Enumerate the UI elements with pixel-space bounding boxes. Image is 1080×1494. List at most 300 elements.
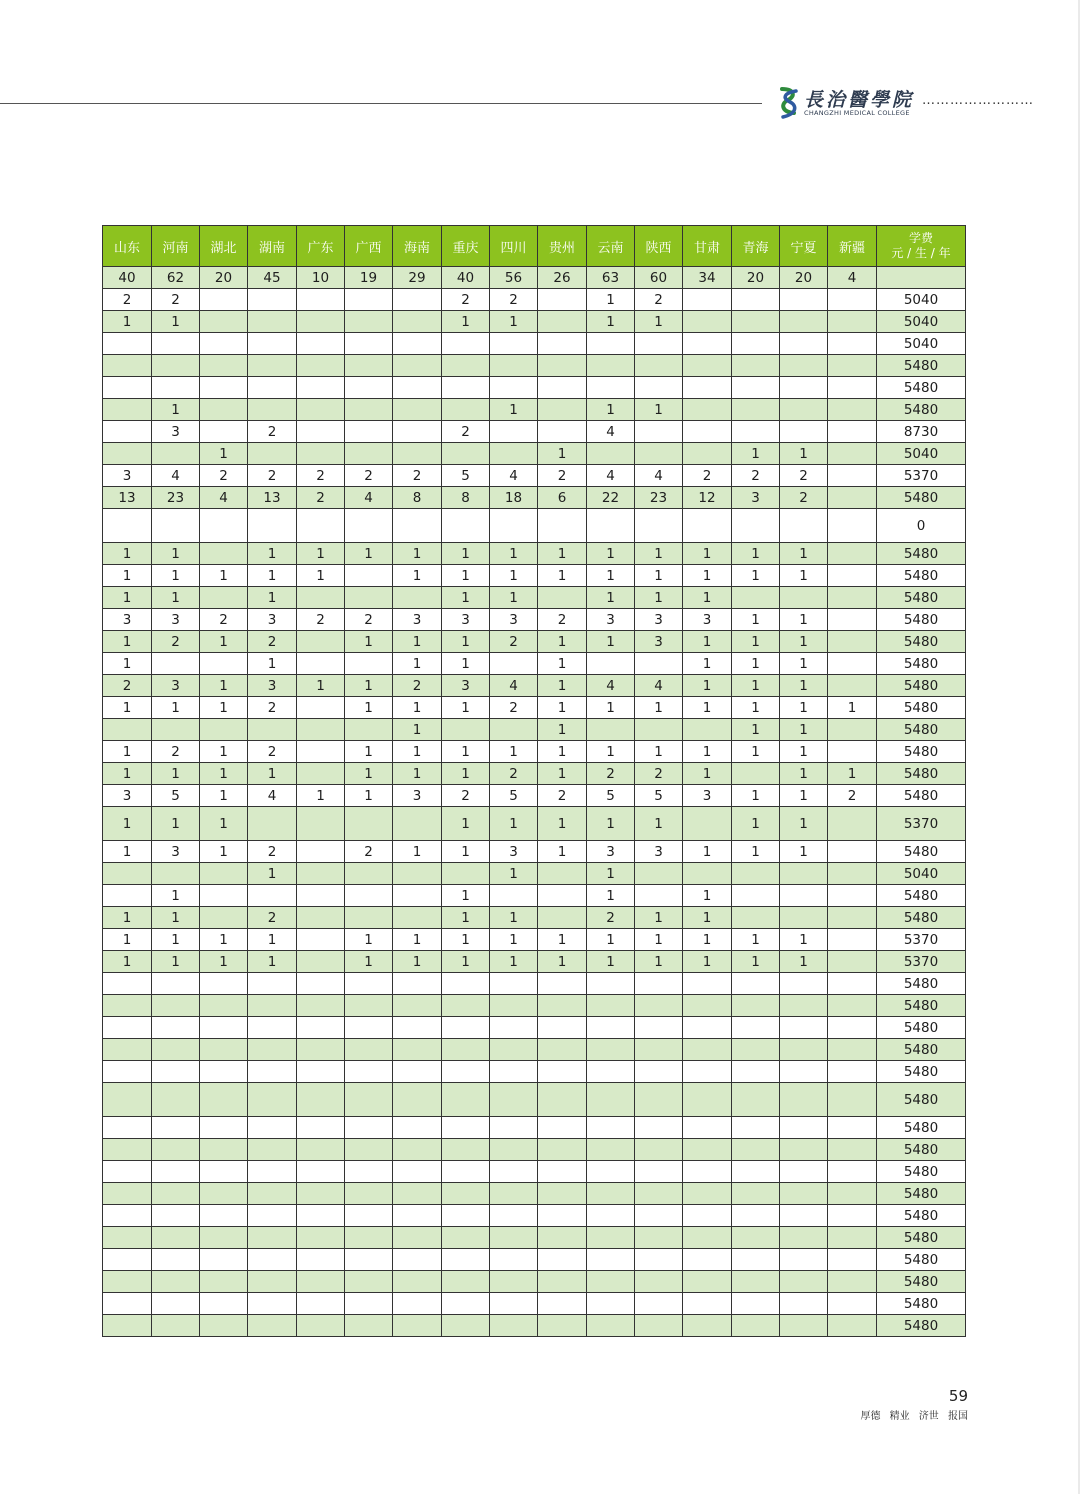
quota-cell xyxy=(732,509,780,543)
quota-cell: 1 xyxy=(732,719,780,741)
quota-cell xyxy=(200,509,248,543)
table-row xyxy=(103,543,966,565)
quota-cell xyxy=(297,1293,345,1315)
quota-cell xyxy=(152,1183,200,1205)
quota-cell: 1 xyxy=(780,741,828,763)
quota-cell xyxy=(828,1293,877,1315)
table-row xyxy=(103,289,966,311)
quota-cell xyxy=(442,1315,490,1337)
quota-cell xyxy=(345,1271,393,1293)
quota-cell: 1 xyxy=(393,841,442,863)
quota-cell xyxy=(780,509,828,543)
quota-cell xyxy=(103,995,152,1017)
quota-cell: 8 xyxy=(393,487,442,509)
quota-cell: 1 xyxy=(345,543,393,565)
quota-cell xyxy=(248,1017,297,1039)
quota-cell: 1 xyxy=(152,399,200,421)
quota-cell xyxy=(393,1139,442,1161)
quota-cell xyxy=(828,333,877,355)
quota-cell xyxy=(635,1083,683,1117)
quota-cell xyxy=(297,1161,345,1183)
quota-cell xyxy=(828,1271,877,1293)
quota-cell: 1 xyxy=(103,841,152,863)
quota-cell xyxy=(152,653,200,675)
table-row xyxy=(103,609,966,631)
province-header: 云南 xyxy=(587,226,635,267)
quota-cell: 1 xyxy=(200,565,248,587)
table-row xyxy=(103,885,966,907)
quota-cell: 1 xyxy=(152,929,200,951)
quota-cell xyxy=(635,1227,683,1249)
quota-cell xyxy=(587,1205,635,1227)
quota-cell xyxy=(152,377,200,399)
quota-cell xyxy=(297,841,345,863)
quota-cell: 1 xyxy=(248,763,297,785)
quota-cell xyxy=(683,311,732,333)
quota-cell xyxy=(732,1183,780,1205)
quota-cell xyxy=(152,995,200,1017)
quota-cell: 26 xyxy=(538,267,587,289)
quota-cell xyxy=(538,509,587,543)
quota-cell xyxy=(732,1271,780,1293)
quota-cell: 18 xyxy=(490,487,538,509)
quota-cell: 1 xyxy=(490,907,538,929)
quota-cell: 1 xyxy=(587,697,635,719)
quota-cell xyxy=(683,1183,732,1205)
quota-cell: 1 xyxy=(442,311,490,333)
quota-cell xyxy=(442,1271,490,1293)
quota-cell xyxy=(103,1271,152,1293)
quota-cell: 1 xyxy=(200,807,248,841)
quota-cell: 1 xyxy=(538,565,587,587)
quota-cell xyxy=(828,1139,877,1161)
quota-cell xyxy=(345,1227,393,1249)
tuition-cell: 5480 xyxy=(877,587,966,609)
quota-cell xyxy=(490,1205,538,1227)
quota-cell: 1 xyxy=(103,741,152,763)
quota-cell: 1 xyxy=(683,543,732,565)
table-row xyxy=(103,1271,966,1293)
quota-cell: 1 xyxy=(780,653,828,675)
table-row xyxy=(103,1293,966,1315)
quota-cell: 1 xyxy=(490,807,538,841)
quota-cell: 1 xyxy=(732,929,780,951)
quota-cell xyxy=(103,399,152,421)
quota-cell: 1 xyxy=(587,863,635,885)
tuition-cell: 0 xyxy=(877,509,966,543)
quota-cell: 2 xyxy=(780,465,828,487)
tuition-cell: 5040 xyxy=(877,863,966,885)
quota-cell: 1 xyxy=(732,653,780,675)
quota-cell xyxy=(587,1315,635,1337)
tuition-cell: 5480 xyxy=(877,399,966,421)
quota-cell: 5 xyxy=(587,785,635,807)
quota-cell: 1 xyxy=(248,863,297,885)
quota-cell xyxy=(828,885,877,907)
quota-cell xyxy=(345,1183,393,1205)
quota-cell xyxy=(828,1017,877,1039)
quota-cell: 1 xyxy=(248,587,297,609)
quota-cell xyxy=(297,863,345,885)
quota-cell xyxy=(103,1017,152,1039)
quota-cell: 6 xyxy=(538,487,587,509)
tuition-cell: 5480 xyxy=(877,973,966,995)
quota-cell xyxy=(828,863,877,885)
tuition-cell: 5480 xyxy=(877,653,966,675)
quota-cell: 1 xyxy=(200,841,248,863)
quota-cell xyxy=(635,1271,683,1293)
quota-cell xyxy=(587,355,635,377)
quota-cell xyxy=(683,289,732,311)
quota-cell: 1 xyxy=(393,653,442,675)
table-row xyxy=(103,863,966,885)
quota-cell: 3 xyxy=(490,841,538,863)
quota-cell xyxy=(248,1249,297,1271)
tuition-cell: 5040 xyxy=(877,333,966,355)
quota-cell xyxy=(828,443,877,465)
enrollment-plan-table xyxy=(102,225,966,1337)
quota-cell xyxy=(538,1017,587,1039)
quota-cell: 1 xyxy=(683,631,732,653)
table-row xyxy=(103,741,966,763)
quota-cell xyxy=(152,863,200,885)
tuition-cell: 5480 xyxy=(877,355,966,377)
quota-cell xyxy=(345,377,393,399)
quota-cell xyxy=(248,443,297,465)
quota-cell: 1 xyxy=(490,929,538,951)
table-row xyxy=(103,1139,966,1161)
quota-cell: 1 xyxy=(635,951,683,973)
quota-cell xyxy=(248,1161,297,1183)
quota-cell: 20 xyxy=(200,267,248,289)
quota-cell xyxy=(248,1083,297,1117)
quota-cell xyxy=(490,1315,538,1337)
quota-cell xyxy=(635,1139,683,1161)
quota-cell xyxy=(297,333,345,355)
quota-cell: 1 xyxy=(297,785,345,807)
quota-cell xyxy=(732,1161,780,1183)
quota-cell xyxy=(297,1183,345,1205)
quota-cell xyxy=(297,1315,345,1337)
quota-cell: 1 xyxy=(635,807,683,841)
quota-cell xyxy=(200,907,248,929)
table-row xyxy=(103,465,966,487)
quota-cell: 3 xyxy=(103,465,152,487)
quota-cell xyxy=(103,1161,152,1183)
quota-cell xyxy=(635,885,683,907)
quota-cell xyxy=(732,907,780,929)
quota-cell xyxy=(828,377,877,399)
quota-cell xyxy=(103,1039,152,1061)
quota-cell xyxy=(490,973,538,995)
quota-cell xyxy=(345,565,393,587)
quota-cell xyxy=(393,1293,442,1315)
tuition-cell: 5480 xyxy=(877,1293,966,1315)
quota-cell: 1 xyxy=(538,443,587,465)
quota-cell: 2 xyxy=(538,609,587,631)
quota-cell xyxy=(683,421,732,443)
quota-cell xyxy=(200,973,248,995)
quota-cell: 4 xyxy=(635,675,683,697)
quota-cell xyxy=(587,973,635,995)
quota-cell xyxy=(683,1205,732,1227)
quota-cell xyxy=(490,377,538,399)
quota-cell xyxy=(393,1271,442,1293)
quota-cell xyxy=(248,333,297,355)
quota-cell xyxy=(200,1315,248,1337)
tuition-cell: 5480 xyxy=(877,1205,966,1227)
quota-cell xyxy=(635,995,683,1017)
quota-cell: 1 xyxy=(152,565,200,587)
quota-cell: 2 xyxy=(490,697,538,719)
quota-cell: 1 xyxy=(587,587,635,609)
quota-cell xyxy=(152,443,200,465)
quota-cell xyxy=(828,1205,877,1227)
quota-cell xyxy=(635,1249,683,1271)
quota-cell: 1 xyxy=(490,587,538,609)
quota-cell: 1 xyxy=(103,763,152,785)
quota-cell xyxy=(200,421,248,443)
quota-cell xyxy=(200,1117,248,1139)
quota-cell: 1 xyxy=(152,807,200,841)
quota-cell xyxy=(103,1083,152,1117)
quota-cell: 12 xyxy=(683,487,732,509)
quota-cell: 1 xyxy=(345,951,393,973)
quota-cell xyxy=(248,355,297,377)
quota-cell xyxy=(442,509,490,543)
quota-cell xyxy=(152,1083,200,1117)
quota-cell: 1 xyxy=(683,929,732,951)
quota-cell xyxy=(297,653,345,675)
quota-cell: 2 xyxy=(248,465,297,487)
quota-cell: 1 xyxy=(732,675,780,697)
quota-cell xyxy=(780,907,828,929)
quota-cell xyxy=(683,1315,732,1337)
quota-cell xyxy=(297,355,345,377)
table-row xyxy=(103,631,966,653)
tuition-cell: 5480 xyxy=(877,543,966,565)
quota-cell: 1 xyxy=(635,399,683,421)
table-row xyxy=(103,1183,966,1205)
quota-cell xyxy=(732,399,780,421)
quota-cell xyxy=(200,1271,248,1293)
quota-cell xyxy=(442,1205,490,1227)
table-row xyxy=(103,675,966,697)
province-header: 广东 xyxy=(297,226,345,267)
tuition-cell: 5480 xyxy=(877,785,966,807)
quota-cell xyxy=(828,587,877,609)
province-header: 甘肃 xyxy=(683,226,732,267)
quota-cell: 3 xyxy=(152,421,200,443)
quota-cell: 1 xyxy=(732,841,780,863)
quota-cell: 1 xyxy=(200,741,248,763)
quota-cell xyxy=(345,1249,393,1271)
quota-cell xyxy=(828,741,877,763)
quota-cell: 3 xyxy=(587,609,635,631)
quota-cell xyxy=(587,1249,635,1271)
quota-cell: 1 xyxy=(393,763,442,785)
quota-cell xyxy=(345,995,393,1017)
quota-cell xyxy=(683,1083,732,1117)
quota-cell xyxy=(442,443,490,465)
quota-cell: 1 xyxy=(200,675,248,697)
quota-cell xyxy=(152,1061,200,1083)
quota-cell: 1 xyxy=(248,653,297,675)
quota-cell xyxy=(152,1039,200,1061)
quota-cell xyxy=(538,1249,587,1271)
quota-cell: 23 xyxy=(152,487,200,509)
quota-cell xyxy=(345,1083,393,1117)
quota-cell: 2 xyxy=(442,421,490,443)
table-row xyxy=(103,1161,966,1183)
quota-cell: 20 xyxy=(780,267,828,289)
quota-cell: 1 xyxy=(732,443,780,465)
quota-cell xyxy=(538,399,587,421)
quota-cell xyxy=(248,1227,297,1249)
quota-cell xyxy=(828,487,877,509)
quota-cell: 1 xyxy=(200,697,248,719)
quota-cell: 1 xyxy=(587,741,635,763)
quota-cell: 1 xyxy=(393,697,442,719)
quota-cell xyxy=(780,1117,828,1139)
quota-cell xyxy=(393,995,442,1017)
quota-cell xyxy=(635,355,683,377)
quota-cell xyxy=(297,311,345,333)
quota-cell: 2 xyxy=(490,763,538,785)
quota-cell xyxy=(538,355,587,377)
quota-cell xyxy=(587,1293,635,1315)
quota-cell xyxy=(635,1117,683,1139)
quota-cell: 1 xyxy=(683,565,732,587)
quota-cell xyxy=(345,1117,393,1139)
quota-cell xyxy=(297,763,345,785)
quota-cell: 3 xyxy=(587,841,635,863)
quota-cell xyxy=(297,1271,345,1293)
quota-cell xyxy=(635,973,683,995)
quota-cell xyxy=(103,443,152,465)
quota-cell: 1 xyxy=(103,543,152,565)
quota-cell: 1 xyxy=(297,675,345,697)
quota-cell: 2 xyxy=(587,763,635,785)
quota-cell xyxy=(152,1161,200,1183)
quota-cell xyxy=(248,1293,297,1315)
quota-cell xyxy=(393,509,442,543)
quota-cell: 1 xyxy=(393,565,442,587)
quota-cell xyxy=(635,1205,683,1227)
quota-cell xyxy=(635,1293,683,1315)
quota-cell xyxy=(780,1183,828,1205)
quota-cell: 1 xyxy=(780,609,828,631)
tuition-cell: 5480 xyxy=(877,1039,966,1061)
table-row xyxy=(103,565,966,587)
province-header: 新疆 xyxy=(828,226,877,267)
quota-cell xyxy=(345,885,393,907)
quota-cell xyxy=(683,1039,732,1061)
quota-cell: 1 xyxy=(442,587,490,609)
quota-cell xyxy=(442,399,490,421)
quota-cell xyxy=(538,1083,587,1117)
quota-cell xyxy=(103,421,152,443)
quota-cell xyxy=(345,289,393,311)
quota-cell xyxy=(152,509,200,543)
province-header: 湖南 xyxy=(248,226,297,267)
quota-cell xyxy=(393,1227,442,1249)
tuition-cell: 5480 xyxy=(877,841,966,863)
quota-cell: 1 xyxy=(538,929,587,951)
quota-cell xyxy=(103,509,152,543)
quota-cell xyxy=(345,333,393,355)
quota-cell: 3 xyxy=(248,675,297,697)
quota-cell xyxy=(780,1039,828,1061)
quota-cell: 1 xyxy=(152,763,200,785)
table-row xyxy=(103,267,966,289)
quota-cell xyxy=(732,1039,780,1061)
quota-cell: 1 xyxy=(103,807,152,841)
quota-cell xyxy=(248,1271,297,1293)
quota-cell: 1 xyxy=(442,653,490,675)
quota-cell xyxy=(442,863,490,885)
quota-cell xyxy=(538,1183,587,1205)
quota-cell: 1 xyxy=(152,587,200,609)
quota-cell: 1 xyxy=(345,763,393,785)
tuition-cell: 5480 xyxy=(877,631,966,653)
quota-cell xyxy=(828,1061,877,1083)
quota-cell xyxy=(490,1249,538,1271)
tuition-cell: 5480 xyxy=(877,1017,966,1039)
quota-cell: 1 xyxy=(103,697,152,719)
quota-cell xyxy=(490,1039,538,1061)
quota-cell xyxy=(103,333,152,355)
quota-cell: 2 xyxy=(200,465,248,487)
quota-cell xyxy=(345,1139,393,1161)
quota-cell xyxy=(248,719,297,741)
quota-cell xyxy=(297,973,345,995)
quota-cell xyxy=(732,587,780,609)
quota-cell xyxy=(828,907,877,929)
quota-cell xyxy=(635,443,683,465)
quota-cell xyxy=(200,1039,248,1061)
quota-cell: 2 xyxy=(200,609,248,631)
quota-cell xyxy=(200,863,248,885)
college-name-en: CHANGZHI MEDICAL COLLEGE xyxy=(804,109,910,117)
quota-cell xyxy=(200,1139,248,1161)
quota-cell xyxy=(538,863,587,885)
tuition-cell: 5480 xyxy=(877,763,966,785)
quota-cell xyxy=(393,421,442,443)
quota-cell xyxy=(200,1017,248,1039)
quota-cell xyxy=(732,995,780,1017)
quota-cell xyxy=(490,333,538,355)
quota-cell: 1 xyxy=(828,697,877,719)
quota-cell xyxy=(587,1039,635,1061)
quota-cell: 1 xyxy=(635,929,683,951)
quota-cell: 1 xyxy=(345,929,393,951)
quota-cell: 1 xyxy=(635,741,683,763)
quota-cell xyxy=(780,355,828,377)
quota-cell: 1 xyxy=(490,565,538,587)
quota-cell: 1 xyxy=(538,653,587,675)
quota-cell: 1 xyxy=(587,929,635,951)
table-header xyxy=(103,226,966,267)
quota-cell xyxy=(828,631,877,653)
quota-cell xyxy=(103,1139,152,1161)
quota-cell xyxy=(248,1061,297,1083)
quota-cell xyxy=(103,885,152,907)
quota-cell xyxy=(828,509,877,543)
quota-cell xyxy=(828,399,877,421)
quota-cell: 1 xyxy=(490,951,538,973)
table-row xyxy=(103,443,966,465)
